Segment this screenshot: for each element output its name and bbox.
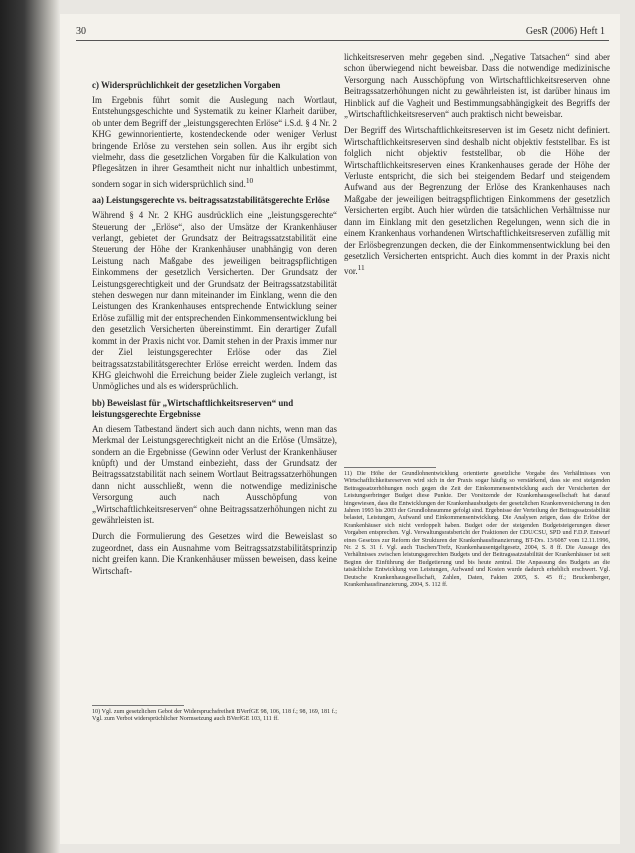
paragraph [92, 95, 337, 190]
header-rule [76, 40, 609, 41]
page-number: 30 [76, 26, 86, 37]
footnote-ref: 11 [357, 263, 365, 273]
right-column [344, 52, 610, 283]
footnote-10: 10) Vgl. zum gesetzlichen Gebot der Widerspruchsfreiheit BVerfGE 98, 106, 118 f.; 98, 169, 181 f.; Vgl. zum Verbot widersprüchlicher Normsetzung auch BVerfGE 103, 111 ff. [92, 709, 337, 723]
paragraph-text: Im Ergebnis führt somit die Auslegung nach Wortlaut, Entstehungsgeschichte und Systematik zu keiner Klarheit darüber, ob unter dem Begriff der „leistungsgerechten Erlöse“ i.S.d. § 4 Nr. 2 KHG gewinnorientierte, kostendeckende oder weniger Verlust bringende Erlöse zu verstehen sein sollen. Aus ihr ergibt sich vielmehr, dass die gesetzlichen Vorgaben für die Kalkulation von Pflegesätzen in ihrer Gesamtheit nicht nur inhaltlich unbestimmt, sondern sogar in sich widersprüchlich sind. [92, 95, 337, 189]
paragraph [344, 125, 610, 277]
journal-header: GesR (2006) Heft 1 [525, 26, 605, 37]
section-heading-bb: bb) Beweislast für „Wirtschaftlichkeitsreserven“ und leistungsgerechte Ergebnisse [92, 397, 294, 419]
paragraph: An diesem Tatbestand ändert sich auch dann nichts, wenn man das Merkmal der Leistungsgerechtigkeit nicht an die Erlöse (Umsätze), sondern an die Ergebnisse (Gewinn oder Verlust der Krankenhäuser knüpft) und der Umstand einbezieht, dass der Grundsatz der Beitragssatzstabilität nach seinem Wortlaut Beitragssatzerhöhungen dann nicht ausschließt, wenn die notwendige medizinische Versorgung auch nach Ausschöpfung von „Wirtschaftlichkeitsreserven“ ohne Beitragssatzerhöhungen nicht zu gewährleisten ist. [92, 423, 337, 525]
footnote-block-right [344, 463, 610, 590]
left-column [92, 76, 337, 582]
paragraph: lichkeitsreserven mehr gegeben sind. „Negative Tatsachen“ sind aber schon überwiegend nicht beweisbar. Dass die notwendige medizinische Versorgung nach Ausschöpfung von Wirtschaftlichkeitsreserven ohne Beitragssatzerhöhungen nicht zu gewährleisten ist, ist darüber hinaus im Hinblick auf die Vagheit und Bestimmungsabhängigkeit des Begriffs der „Wirtschaftlichkeitsreserven“ auch praktisch nicht beweisbar. [344, 52, 610, 120]
footnote-11: 11) Die Höhe der Grundlohnentwicklung orientierte gesetzliche Vorgabe des Verhältnisses von Wirtschaftlichkeitsreserven wird sich in der Praxis sogar häufig so verstärkend, dass sie erst steigenden Beitragssatzerhöhungen noch gegen die Zeit der Einkommensentwicklung auch der Versicherten der Leistungserbringer Budget diese Punkte. Der Vorsitzende der Krankenhausgesellschaft hat darauf hingewiesen, dass die Entwicklungen der Krankenhausbudgets der gesetzlichen Krankenversicherung in den Jahren 1993 bis 2003 der Grundlohnsumme gefolgt sind. Ergebnisse der Verteilung der Beitragssatzstabilität belastet, Leistungen, Aufwand und Einkommensentwicklung. Die Analysen zeigen, dass die Erlöse der Krankenhäuser sich nicht verdoppelt haben. Budget oder der steigenden Budgetsteigerungen dieser Vorgaben entsprechen. Vgl. Verwaltungsratsbericht der Fraktionen der CDU/CSU, SPD und F.D.P. Entwurf eines Gesetzes zur Reform der Strukturen der Krankenhausfinanzierung, BT-Drs. 13/6087 vom 12.11.1996, Nr. 2 S. 31 f. Vgl. auch Tuschen/Trefz, Krankenhausentgeltgesetz, 2004, S. 8 ff. Die Aussage des Verhältnisses zwischen leistungsgerechten Budgets und der Beitragssatzstabilität der Krankenhäuser ist seit Beginn der Einführung der Budgetierung und bis heute zentral. Die Anpassung des Budgets an die tatsächliche Entwicklung von Leistungen, Aufwand und Kosten wurde dadurch erheblich erschwert. Vgl. Deutsche Krankenhausgesellschaft, Zahlen, Daten, Fakten 2005, S. 45 ff.; Bruckenberger, Krankenhausfinanzierung, 2004, S. 112 ff. [344, 471, 610, 589]
footnote-block-left [92, 701, 337, 724]
footnote-rule [92, 705, 184, 706]
footnote-ref: 10 [245, 175, 254, 185]
footnote-rule [344, 467, 436, 468]
scan-shadow [0, 0, 60, 853]
section-heading-aa: aa) Leistungsgerechte vs. beitragssatzstabilitätsgerechte Erlöse [92, 195, 330, 206]
paragraph: Während § 4 Nr. 2 KHG ausdrücklich eine „leistungsgerechte“ Steuerung der „Erlöse“, also der Umsätze der Krankenhäuser verlangt, gebietet der Grundsatz der Beitragssatzstabilität eine Steuerung der Höhe der Krankenhäuser unabhängig von deren Leistung nach Maßgabe des jeweiligen beitragspflichtigen Einkommens der gesetzlich Versicherten. Der Grundsatz der Leistungsgerechtigkeit und der Grundsatz der Beitragssatzstabilität stehen deswegen nur dann miteinander im Einklang, wenn die den Leistungen des Krankenhauses entsprechende Entwicklung seiner Erlöse zufällig mit der entsprechenden Einkommensentwicklung bei den gesetzlich Versicherten übereinstimmt. Ein derartiger Zufall kommt in der Praxis nicht vor. Damit stehen in der Praxis immer nur der Ziel leistungsgerechter Erlöse oder das Ziel beitragssatzstabilitätsgerechter Erlöse erreicht werden. Indem das KHG gleichwohl die Erreichung beider Ziele zugleich verlangt, ist Unmögliches und als es widersprüchlich. [92, 210, 337, 392]
paragraph-text: Der Begriff des Wirtschaftlichkeitsreserven ist im Gesetz nicht definiert. Wirtschaftlichkeitsreserven sind deshalb nicht objektiv feststellbar. Es ist folglich nicht objektiv feststellbar, ob die Höhe der Wirtschaftlichkeitsreserven eines Krankenhauses gerade der Höhe der Verluste entspricht, die sich bei steigendem Bedarf und steigendem Aufwand aus der Begrenzung der Erlöse des Krankenhauses nach Maßgabe der jeweiligen beitragspflichtigen Einkommens der gesetzlich Versicherten ergibt. Auch hier würden die tatsächlichen Verhältnisse nur dann im Einklang mit den gesetzlichen Regelungen, wenn sich die in einem Krankenhaus vorhandenen Wirtschaftlichkeitsreserven zufällig mit der Erlösbegrenzungen decken, die der Einkommensentwicklung bei den gesetzlich Versicherten entspricht. Auch dies kommt in der Praxis nicht vor. [344, 125, 610, 277]
section-heading-c: c) Widersprüchlichkeit der gesetzlichen Vorgaben [92, 80, 281, 90]
paragraph: Durch die Formulierung des Gesetzes wird die Beweislast so zugeordnet, dass ein Ausnahme vom Beitragssatzstabilitätsprinzip nicht greifen kann. Die Krankenhäuser müssen beweisen, dass keine Wirtschaft- [92, 531, 337, 576]
